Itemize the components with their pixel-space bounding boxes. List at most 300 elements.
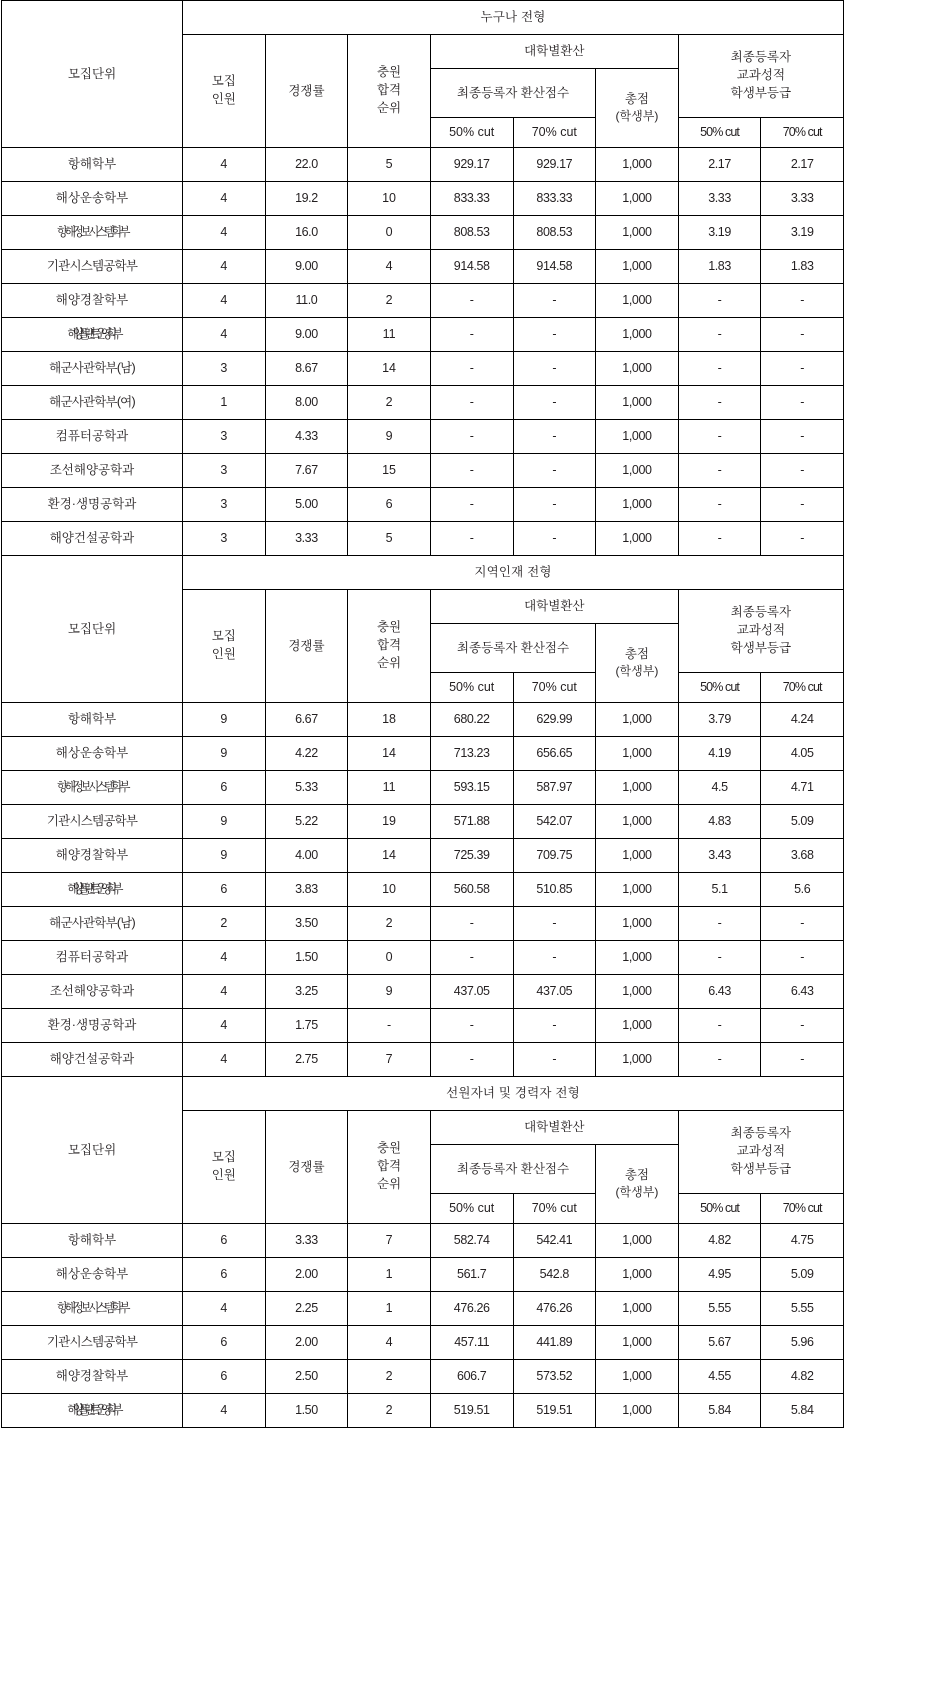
row-department-cell xyxy=(2,1224,183,1258)
row-cut70-grade: 4.24 xyxy=(761,703,844,737)
row-rank: 2 xyxy=(348,284,431,318)
column-header-ratio: 경쟁률 xyxy=(265,35,348,148)
row-department-cell xyxy=(2,1326,183,1360)
row-quota: 3 xyxy=(183,420,266,454)
column-header-rank-line-2: 순위 xyxy=(376,100,402,115)
row-department-name: 해양플랜트운영학부 xyxy=(66,1403,118,1418)
row-cut70-score: - xyxy=(513,907,596,941)
row-department-name: 해양경찰학부 xyxy=(55,293,129,308)
row-rank: 10 xyxy=(348,873,431,907)
column-header-total-line: 총점 xyxy=(624,1167,650,1182)
row-total: 1,000 xyxy=(596,703,679,737)
row-department-cell xyxy=(2,522,183,556)
column-header-grade-group-line-0: 최종등록자 xyxy=(730,1126,792,1141)
row-quota: 1 xyxy=(183,386,266,420)
row-total: 1,000 xyxy=(596,386,679,420)
row-department-cell xyxy=(2,873,183,907)
row-cut50-score: 680.22 xyxy=(430,703,513,737)
row-quota: 3 xyxy=(183,522,266,556)
row-cut70-score: - xyxy=(513,1009,596,1043)
row-department-name: 해군사관학부(남) xyxy=(49,916,135,931)
row-cut70-score: 573.52 xyxy=(513,1360,596,1394)
row-department-name: 해양플랜트운영학부 xyxy=(66,882,118,897)
row-cut50-score: 713.23 xyxy=(430,737,513,771)
row-rank: 7 xyxy=(348,1043,431,1077)
row-cut50-score: 808.53 xyxy=(430,216,513,250)
row-cut50-grade: 4.5 xyxy=(678,771,761,805)
column-header-grade-group-line-1: 교과성적 xyxy=(736,623,786,638)
row-department-name: 항해학부 xyxy=(67,1233,117,1248)
row-ratio: 5.22 xyxy=(265,805,348,839)
column-header-rank-line-1: 합격 xyxy=(376,638,402,653)
column-header-rank-line-1: 합격 xyxy=(376,1159,402,1174)
row-rank: 11 xyxy=(348,771,431,805)
row-department-cell xyxy=(2,771,183,805)
column-header-cut50-score: 50% cut xyxy=(430,1194,513,1224)
row-total: 1,000 xyxy=(596,250,679,284)
table-row xyxy=(2,703,844,737)
column-header-rank-line-0: 충원 xyxy=(376,65,402,80)
row-ratio: 9.00 xyxy=(265,318,348,352)
row-department-name: 해상운송학부 xyxy=(55,191,129,206)
row-cut50-score: 519.51 xyxy=(430,1394,513,1428)
column-header-cut50-score: 50% cut xyxy=(430,118,513,148)
row-cut50-score: - xyxy=(430,488,513,522)
table-row xyxy=(2,1360,844,1394)
row-cut70-score: 441.89 xyxy=(513,1326,596,1360)
row-quota: 4 xyxy=(183,1292,266,1326)
row-department-name: 항해학부 xyxy=(67,157,117,172)
row-total: 1,000 xyxy=(596,771,679,805)
row-cut70-grade: - xyxy=(761,488,844,522)
row-ratio: 11.0 xyxy=(265,284,348,318)
row-cut70-grade: 2.17 xyxy=(761,148,844,182)
row-cut50-grade: - xyxy=(678,420,761,454)
row-cut70-grade: 4.71 xyxy=(761,771,844,805)
table-row xyxy=(2,522,844,556)
row-cut50-score: 606.7 xyxy=(430,1360,513,1394)
column-header-grade-group-line-0: 최종등록자 xyxy=(730,50,792,65)
row-ratio: 2.50 xyxy=(265,1360,348,1394)
table-row xyxy=(2,216,844,250)
column-header-cut50-grade: 50% cut xyxy=(678,673,761,703)
row-cut70-grade: - xyxy=(761,1043,844,1077)
row-cut50-score: - xyxy=(430,1043,513,1077)
column-header-cut50-grade: 50% cut xyxy=(678,118,761,148)
row-cut70-score: - xyxy=(513,420,596,454)
row-cut50-score: - xyxy=(430,386,513,420)
row-rank: 14 xyxy=(348,839,431,873)
row-cut70-grade: - xyxy=(761,420,844,454)
table-group-title-row xyxy=(2,1077,844,1111)
column-header-cut70-score: 70% cut xyxy=(513,673,596,703)
row-cut70-score: 656.65 xyxy=(513,737,596,771)
row-rank: 7 xyxy=(348,1224,431,1258)
row-ratio: 19.2 xyxy=(265,182,348,216)
row-cut70-grade: 4.05 xyxy=(761,737,844,771)
row-cut70-score: 437.05 xyxy=(513,975,596,1009)
column-header-cut70-score: 70% cut xyxy=(513,118,596,148)
column-header-total-line: 총점 xyxy=(624,91,650,106)
row-department-cell xyxy=(2,352,183,386)
row-cut70-score: 542.8 xyxy=(513,1258,596,1292)
row-total: 1,000 xyxy=(596,941,679,975)
row-cut50-grade: - xyxy=(678,1043,761,1077)
row-ratio: 1.75 xyxy=(265,1009,348,1043)
row-ratio: 2.75 xyxy=(265,1043,348,1077)
row-department-name: 해양경찰학부 xyxy=(55,1369,129,1384)
row-ratio: 1.50 xyxy=(265,941,348,975)
table-row xyxy=(2,1009,844,1043)
row-ratio: 3.33 xyxy=(265,522,348,556)
column-header-grade-group-line-0: 최종등록자 xyxy=(730,605,792,620)
row-ratio: 6.67 xyxy=(265,703,348,737)
admission-type-title: 선원자녀 및 경력자 전형 xyxy=(183,1077,844,1111)
row-department-name: 해양건설공학과 xyxy=(49,531,135,546)
row-rank: 14 xyxy=(348,737,431,771)
row-cut50-score: - xyxy=(430,352,513,386)
row-department-cell xyxy=(2,703,183,737)
row-cut70-grade: 5.84 xyxy=(761,1394,844,1428)
row-total: 1,000 xyxy=(596,907,679,941)
column-header-quota-line-0: 모집 xyxy=(211,629,236,644)
table-row xyxy=(2,873,844,907)
table-row xyxy=(2,420,844,454)
row-ratio: 7.67 xyxy=(265,454,348,488)
row-department-cell xyxy=(2,318,183,352)
row-cut50-grade: 5.55 xyxy=(678,1292,761,1326)
row-department-name: 기관시스템공학부 xyxy=(46,814,138,829)
row-total: 1,000 xyxy=(596,454,679,488)
row-department-name: 컴퓨터공학과 xyxy=(55,429,129,444)
row-cut70-grade: - xyxy=(761,284,844,318)
table-row xyxy=(2,1043,844,1077)
column-header-total-sublabel: (학생부) xyxy=(615,664,659,679)
row-cut50-score: - xyxy=(430,318,513,352)
row-cut70-score: 476.26 xyxy=(513,1292,596,1326)
row-ratio: 4.00 xyxy=(265,839,348,873)
row-total: 1,000 xyxy=(596,488,679,522)
row-cut50-score: 914.58 xyxy=(430,250,513,284)
row-department-name: 해군사관학부(여) xyxy=(49,395,135,410)
row-department-name: 해양경찰학부 xyxy=(55,848,129,863)
row-cut70-score: - xyxy=(513,386,596,420)
column-header-unit: 모집단위 xyxy=(2,556,183,703)
row-cut50-grade: 5.1 xyxy=(678,873,761,907)
row-total: 1,000 xyxy=(596,148,679,182)
row-rank: 9 xyxy=(348,975,431,1009)
table-row xyxy=(2,488,844,522)
row-quota: 4 xyxy=(183,318,266,352)
row-cut70-grade: - xyxy=(761,941,844,975)
row-department-name: 해양건설공학과 xyxy=(49,1052,135,1067)
row-cut50-grade: 2.17 xyxy=(678,148,761,182)
row-cut70-grade: 5.55 xyxy=(761,1292,844,1326)
column-header-rank-line-2: 순위 xyxy=(376,1176,402,1191)
row-quota: 9 xyxy=(183,737,266,771)
row-ratio: 5.33 xyxy=(265,771,348,805)
row-cut70-score: - xyxy=(513,488,596,522)
row-department-cell xyxy=(2,941,183,975)
row-total: 1,000 xyxy=(596,1009,679,1043)
row-total: 1,000 xyxy=(596,318,679,352)
row-cut70-score: - xyxy=(513,284,596,318)
column-header-cut50-grade: 50% cut xyxy=(678,1194,761,1224)
row-department-cell xyxy=(2,454,183,488)
table-row xyxy=(2,148,844,182)
row-rank: 2 xyxy=(348,907,431,941)
table-group-title-row xyxy=(2,556,844,590)
row-cut70-grade: - xyxy=(761,454,844,488)
column-header-total xyxy=(596,69,679,148)
row-cut50-score: - xyxy=(430,454,513,488)
row-cut50-grade: 1.83 xyxy=(678,250,761,284)
table-row xyxy=(2,284,844,318)
row-cut50-grade: - xyxy=(678,488,761,522)
row-department-name: 환경·생명공학과 xyxy=(47,1018,137,1033)
row-cut70-score: 510.85 xyxy=(513,873,596,907)
row-quota: 3 xyxy=(183,454,266,488)
row-department-cell xyxy=(2,1360,183,1394)
row-rank: 9 xyxy=(348,420,431,454)
row-rank: 15 xyxy=(348,454,431,488)
table-row xyxy=(2,454,844,488)
row-department-cell xyxy=(2,1258,183,1292)
table-row xyxy=(2,907,844,941)
row-quota: 4 xyxy=(183,216,266,250)
table-row xyxy=(2,975,844,1009)
column-header-cut70-grade: 70% cut xyxy=(761,673,844,703)
column-header-cut70-grade: 70% cut xyxy=(761,118,844,148)
column-header-unit: 모집단위 xyxy=(2,1077,183,1224)
table-row xyxy=(2,941,844,975)
column-header-conversion-group: 대학별환산 xyxy=(430,1111,678,1145)
row-department-name: 항해정보시스템학부 xyxy=(56,780,128,795)
row-department-cell xyxy=(2,805,183,839)
row-quota: 2 xyxy=(183,907,266,941)
row-quota: 6 xyxy=(183,771,266,805)
admission-type-title: 지역인재 전형 xyxy=(183,556,844,590)
row-cut70-score: 914.58 xyxy=(513,250,596,284)
row-department-cell xyxy=(2,386,183,420)
row-department-name: 항해정보시스템학부 xyxy=(56,1301,128,1316)
row-ratio: 3.25 xyxy=(265,975,348,1009)
row-quota: 4 xyxy=(183,148,266,182)
row-cut50-score: - xyxy=(430,941,513,975)
column-header-grade-group-line-2: 학생부등급 xyxy=(730,85,792,100)
admissions-tables-container xyxy=(1,0,944,1428)
row-quota: 3 xyxy=(183,352,266,386)
row-total: 1,000 xyxy=(596,1043,679,1077)
row-department-name: 해양플랜트운영학부 xyxy=(66,327,118,342)
row-ratio: 4.33 xyxy=(265,420,348,454)
admissions-table-3 xyxy=(1,1076,844,1428)
row-department-name: 기관시스템공학부 xyxy=(46,259,138,274)
row-cut50-score: - xyxy=(430,1009,513,1043)
row-total: 1,000 xyxy=(596,873,679,907)
row-rank: 11 xyxy=(348,318,431,352)
row-rank: 2 xyxy=(348,1360,431,1394)
row-department-cell xyxy=(2,1043,183,1077)
row-total: 1,000 xyxy=(596,975,679,1009)
row-cut50-score: 437.05 xyxy=(430,975,513,1009)
column-header-grade-group xyxy=(678,35,843,118)
row-ratio: 3.50 xyxy=(265,907,348,941)
row-rank: 10 xyxy=(348,182,431,216)
row-cut50-grade: 3.43 xyxy=(678,839,761,873)
row-total: 1,000 xyxy=(596,352,679,386)
row-rank: 18 xyxy=(348,703,431,737)
table-row xyxy=(2,737,844,771)
row-cut50-grade: 4.83 xyxy=(678,805,761,839)
row-cut70-grade: 6.43 xyxy=(761,975,844,1009)
row-rank: 2 xyxy=(348,1394,431,1428)
row-cut70-score: 629.99 xyxy=(513,703,596,737)
row-quota: 4 xyxy=(183,1043,266,1077)
row-ratio: 4.22 xyxy=(265,737,348,771)
row-department-name: 항해정보시스템학부 xyxy=(56,225,128,240)
row-cut70-score: - xyxy=(513,454,596,488)
row-cut70-score: 542.07 xyxy=(513,805,596,839)
row-department-cell xyxy=(2,216,183,250)
column-header-grade-group xyxy=(678,590,843,673)
column-header-quota xyxy=(183,590,266,703)
row-cut70-score: - xyxy=(513,1043,596,1077)
table-row xyxy=(2,839,844,873)
row-ratio: 3.33 xyxy=(265,1224,348,1258)
row-cut70-grade: - xyxy=(761,1009,844,1043)
row-department-cell xyxy=(2,1009,183,1043)
row-cut50-score: 476.26 xyxy=(430,1292,513,1326)
row-cut50-grade: 4.55 xyxy=(678,1360,761,1394)
row-ratio: 2.25 xyxy=(265,1292,348,1326)
row-quota: 4 xyxy=(183,1009,266,1043)
row-cut50-score: 593.15 xyxy=(430,771,513,805)
row-total: 1,000 xyxy=(596,737,679,771)
row-cut70-score: 808.53 xyxy=(513,216,596,250)
row-total: 1,000 xyxy=(596,1258,679,1292)
table-row xyxy=(2,182,844,216)
row-cut70-score: - xyxy=(513,522,596,556)
row-cut50-grade: 5.67 xyxy=(678,1326,761,1360)
row-cut50-grade: - xyxy=(678,284,761,318)
column-header-total-line: 총점 xyxy=(624,646,650,661)
row-total: 1,000 xyxy=(596,1360,679,1394)
row-rank: 1 xyxy=(348,1258,431,1292)
row-cut70-score: 833.33 xyxy=(513,182,596,216)
column-header-quota xyxy=(183,1111,266,1224)
row-cut50-score: 582.74 xyxy=(430,1224,513,1258)
row-quota: 4 xyxy=(183,975,266,1009)
row-cut50-score: - xyxy=(430,284,513,318)
row-rank: 5 xyxy=(348,148,431,182)
column-header-quota-line-0: 모집 xyxy=(211,74,236,89)
column-header-rank-line-0: 충원 xyxy=(376,1141,402,1156)
row-department-cell xyxy=(2,420,183,454)
admissions-table-2 xyxy=(1,555,844,1077)
column-header-cut50-score: 50% cut xyxy=(430,673,513,703)
table-row xyxy=(2,352,844,386)
admissions-table-1 xyxy=(1,0,844,556)
row-ratio: 2.00 xyxy=(265,1326,348,1360)
row-rank: 0 xyxy=(348,216,431,250)
row-cut70-score: - xyxy=(513,352,596,386)
row-ratio: 2.00 xyxy=(265,1258,348,1292)
row-department-cell xyxy=(2,975,183,1009)
row-department-name: 환경·생명공학과 xyxy=(47,497,137,512)
column-header-quota-line-1: 인원 xyxy=(211,92,236,106)
row-department-name: 해상운송학부 xyxy=(55,1267,129,1282)
table-row xyxy=(2,318,844,352)
row-cut50-score: 571.88 xyxy=(430,805,513,839)
table-group-title-row xyxy=(2,1,844,35)
row-cut50-grade: 4.82 xyxy=(678,1224,761,1258)
row-cut70-score: - xyxy=(513,318,596,352)
row-ratio: 3.83 xyxy=(265,873,348,907)
row-cut70-grade: - xyxy=(761,318,844,352)
row-department-cell xyxy=(2,488,183,522)
column-header-quota-line-0: 모집 xyxy=(211,1150,236,1165)
row-cut50-grade: 4.95 xyxy=(678,1258,761,1292)
row-cut50-grade: 3.33 xyxy=(678,182,761,216)
column-header-quota xyxy=(183,35,266,148)
row-ratio: 8.67 xyxy=(265,352,348,386)
column-header-grade-group-line-2: 학생부등급 xyxy=(730,640,792,655)
row-cut70-grade: 3.68 xyxy=(761,839,844,873)
row-department-name: 기관시스템공학부 xyxy=(46,1335,138,1350)
column-header-rank xyxy=(348,35,431,148)
row-cut50-grade: - xyxy=(678,522,761,556)
row-department-name: 해상운송학부 xyxy=(55,746,129,761)
row-department-cell xyxy=(2,182,183,216)
column-header-rank xyxy=(348,590,431,703)
row-total: 1,000 xyxy=(596,839,679,873)
row-cut70-score: 709.75 xyxy=(513,839,596,873)
row-quota: 6 xyxy=(183,1360,266,1394)
row-cut70-grade: 1.83 xyxy=(761,250,844,284)
row-total: 1,000 xyxy=(596,182,679,216)
row-rank: 4 xyxy=(348,250,431,284)
row-cut50-score: 725.39 xyxy=(430,839,513,873)
row-ratio: 1.50 xyxy=(265,1394,348,1428)
row-cut50-grade: 4.19 xyxy=(678,737,761,771)
column-header-conversion-group: 대학별환산 xyxy=(430,590,678,624)
column-header-conversion-score: 최종등록자 환산점수 xyxy=(430,1145,595,1194)
row-department-cell xyxy=(2,907,183,941)
row-cut70-grade: 3.19 xyxy=(761,216,844,250)
table-row xyxy=(2,1326,844,1360)
row-cut50-grade: - xyxy=(678,454,761,488)
row-rank: 2 xyxy=(348,386,431,420)
row-quota: 3 xyxy=(183,488,266,522)
row-department-cell xyxy=(2,839,183,873)
row-total: 1,000 xyxy=(596,216,679,250)
row-cut50-score: - xyxy=(430,907,513,941)
row-cut50-grade: - xyxy=(678,318,761,352)
row-quota: 9 xyxy=(183,839,266,873)
row-department-cell xyxy=(2,1292,183,1326)
row-cut50-score: 560.58 xyxy=(430,873,513,907)
row-cut50-grade: - xyxy=(678,907,761,941)
row-quota: 4 xyxy=(183,941,266,975)
table-row xyxy=(2,386,844,420)
table-row xyxy=(2,771,844,805)
row-quota: 4 xyxy=(183,182,266,216)
row-cut70-score: - xyxy=(513,941,596,975)
row-cut70-score: 519.51 xyxy=(513,1394,596,1428)
row-cut50-score: 561.7 xyxy=(430,1258,513,1292)
row-rank: 4 xyxy=(348,1326,431,1360)
